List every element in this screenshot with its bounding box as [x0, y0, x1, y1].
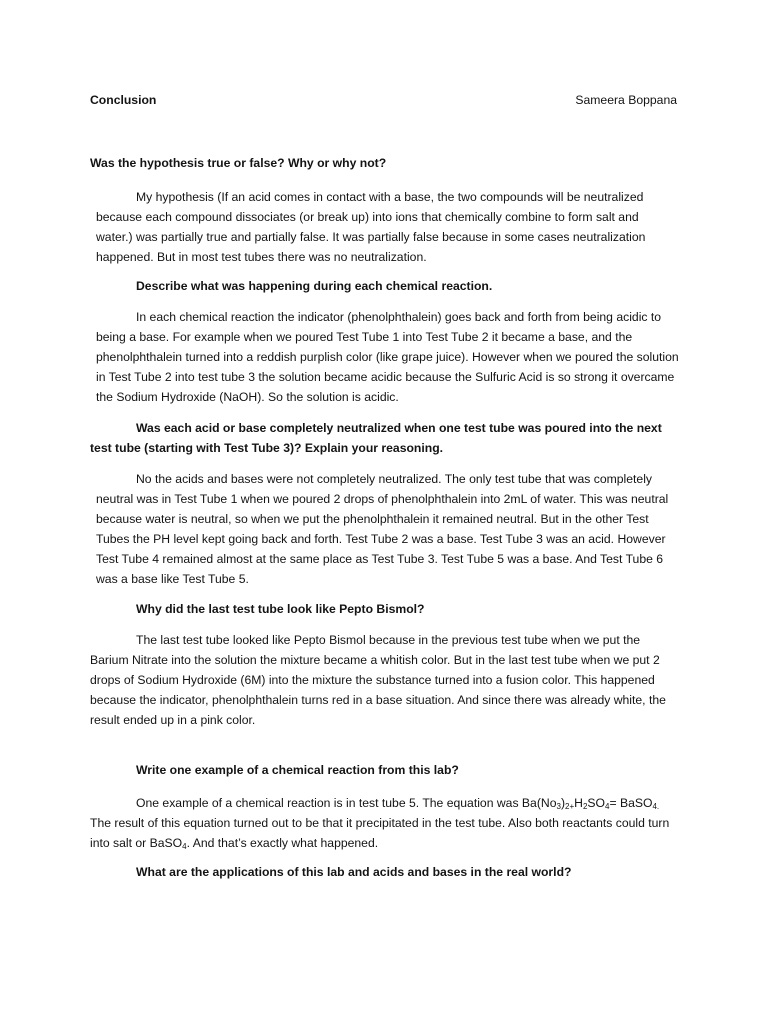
question-pepto-bismol: Why did the last test tube look like Pepto Bismol? [136, 602, 425, 616]
header [90, 90, 677, 110]
answer-reaction-example: One example of a chemical reaction is in test tube 5. The equation was $Ba(No_3)_{2+}H_2SO_4=$ BaSO$_{4.}$ The result of this equation turned out to be that it precipitated in the test tube. Also both reactants could turn into salt or BaSO$_4$. And that’s exactly what happened. [90, 796, 670, 851]
answer-hypothesis: My hypothesis (If an acid comes in contact with a base, the two compounds will be neutralized because each compound dissociates (or break up) into ions that chemically combine to form salt and water.) was partially true and partially false. It was partially false because in some cases neutralization happened. But in most test tubes there was no neutralization. [96, 190, 646, 264]
question-hypothesis: Was the hypothesis true or false? Why or why not? [90, 156, 387, 170]
question-applications: What are the applications of this lab and acids and bases in the real world? [136, 865, 572, 879]
answer-neutralized: No the acids and bases were not completely neutralized. The only test tube that was completely neutral was in Test Tube 1 when we poured 2 drops of phenolphthalein into 2mL of water. This was neutral because water is neutral, so when we put the phenolphthalein it remained neutral. But in the other Test Tubes the PH level kept going back and forth. Test Tube 2 was a base. Test Tube 3 was an acid. However Test Tube 4 remained almost at the same place as Test Tube 3. Test Tube 5 was a base. And Test Tube 6 was a base like Test Tube 5. [96, 472, 669, 586]
question-neutralized: Was each acid or base completely neutralized when one test tube was poured into the next test tube (starting with Test Tube 3)? Explain your reasoning. [90, 421, 662, 455]
answer-describe-reaction: In each chemical reaction the indicator (phenolphthalein) goes back and forth from being acidic to being a base. For example when we poured Test Tube 1 into Test Tube 2 it became a base, and the phenolphthalein turned into a reddish purplish color (like grape juice). However when we poured the solution in Test Tube 2 into test tube 3 the solution became acidic because the Sulfuric Acid is so strong it overcame the Sodium Hydroxide (NaOH). So the solution is acidic. [96, 310, 679, 404]
question-describe-reaction: Describe what was happening during each chemical reaction. [136, 279, 493, 293]
author-name: Sameera Boppana [575, 93, 677, 107]
question-reaction-example: Write one example of a chemical reaction from this lab? [136, 763, 459, 777]
answer-pepto-bismol: The last test tube looked like Pepto Bismol because in the previous test tube when we put the Barium Nitrate into the solution the mixture became a whitish color. But in the last test tube when we put 2 drops of Sodium Hydroxide (6M) into the mixture the substance turned into a fusion color. This happened because the indicator, phenolphthalein turns red in a base situation. And since there was already white, the result ended up in a pink color. [90, 633, 666, 727]
page-title: Conclusion [90, 93, 157, 107]
